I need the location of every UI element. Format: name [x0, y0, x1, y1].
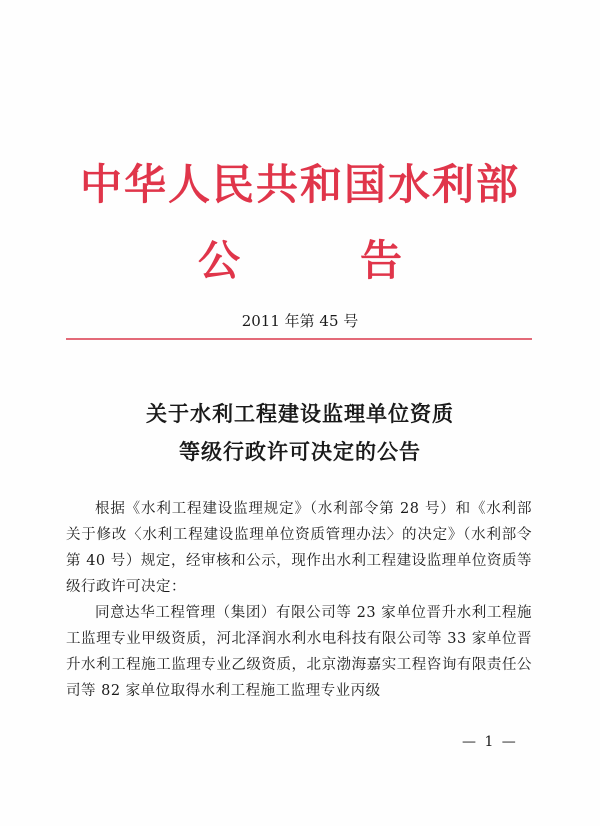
body-paragraph-2: 同意达华工程管理（集团）有限公司等 23 家单位晋升水利工程施工监理专业甲级资质，河北泽润水利水电科技有限公司等 33 家单位晋升水利工程施工监理专业乙级资质，北京渤海嘉实工程咨询有限责任公司等 82 家单位取得水利工程施工监理专业丙级	[66, 605, 532, 699]
body-text	[66, 496, 532, 704]
issuer-name: 中华人民共和国水利部	[79, 160, 520, 209]
header-divider	[66, 338, 532, 340]
document-type-char-2: 告	[360, 236, 403, 285]
title-line-1: 关于水利工程建设监理单位资质	[146, 401, 454, 426]
body-paragraph-1: 根据《水利工程建设监理规定》（水利部令第 28 号）和《水利部关于修改〈水利工程建设监理单位资质管理办法〉的决定》（水利部令第 40 号）规定，经审核和公示，现作出水利工程建设监理单位资质等级行政许可决定：	[66, 501, 532, 595]
page-number: — 1 —	[462, 734, 518, 750]
document-number: 2011 年第 45 号	[241, 312, 359, 330]
title-line-2: 等级行政许可决定的公告	[179, 439, 421, 464]
document-type-char-1: 公	[198, 236, 241, 285]
